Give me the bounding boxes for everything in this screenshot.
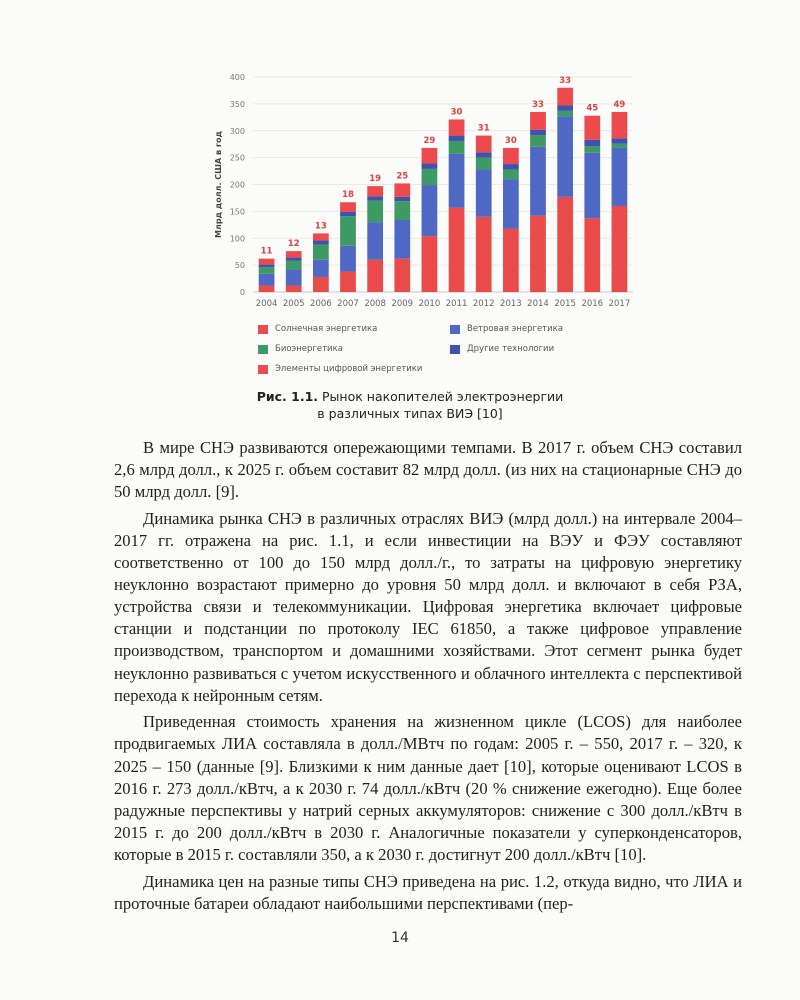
bar-segment	[286, 261, 302, 270]
bar-segment	[584, 146, 600, 152]
bar-segment	[340, 272, 356, 292]
bar-segment	[557, 88, 573, 106]
bar-value-label: 49	[613, 99, 626, 110]
bar-segment	[476, 217, 492, 292]
bar-segment	[584, 116, 600, 140]
page-number: 14	[391, 930, 409, 946]
figure-caption	[200, 388, 620, 422]
bar-segment	[422, 236, 438, 292]
x-tick-label: 2015	[554, 299, 576, 309]
bar-segment	[557, 197, 573, 292]
bar-segment	[476, 158, 492, 170]
bar-segment	[476, 136, 492, 153]
bar-segment	[503, 164, 519, 169]
bar-segment	[530, 147, 546, 216]
bar-segment	[259, 265, 275, 268]
y-tick-label: 200	[229, 180, 245, 190]
bar-value-label: 30	[450, 107, 463, 118]
bar-segment	[449, 154, 465, 208]
legend-item-wind	[450, 324, 563, 334]
bar-segment	[286, 286, 302, 292]
bar-segment	[259, 274, 275, 286]
paragraph: Приведенная стоимость хранения на жизненном цикле (LCOS) для наиболее продвигаемых ЛИА составляла в долл./МВтч по годам: 2005 г. – 550, 2017 г. – 320, к 2025 – 150 (данные [9]. Близкими к ним данные дает [10], которые оценивают LCOS в 2016 г. 273 долл./кВтч, а к 2030 г. 74 долл./кВтч (20 % снижение ежегодно). Еще более радужные перспективы у натрий серных аккумуляторов: снижение с 300 долл./кВтч в 2015 г. до 200 долл./кВтч в 2030 г. Аналогичные показатели у суперконденсаторов, которые в 2015 г. составляли 350, а к 2030 г. достигнут 200 долл./кВтч [10].	[114, 712, 742, 864]
bar-segment	[259, 259, 275, 265]
y-tick-label: 50	[234, 261, 245, 271]
x-tick-label: 2016	[581, 299, 604, 309]
bar-segment	[313, 245, 329, 260]
bar-segment	[584, 218, 600, 292]
legend-item-other	[450, 344, 554, 354]
bar-segment	[476, 169, 492, 216]
x-tick-label: 2014	[527, 299, 549, 309]
figure-title-line1: Рынок накопителей электроэнергии	[322, 389, 564, 404]
legend-swatch	[450, 345, 460, 354]
bar-value-label: 18	[342, 190, 354, 201]
x-tick-label: 2011	[445, 299, 468, 309]
bar-segment	[530, 112, 546, 130]
x-tick-label: 2009	[391, 299, 414, 309]
x-tick-label: 2017	[608, 299, 631, 309]
bar-segment	[367, 196, 383, 200]
bar-segment	[259, 267, 275, 273]
legend-label: Биоэнергетика	[275, 344, 343, 354]
bar-segment	[286, 258, 302, 261]
bar-segment	[340, 246, 356, 272]
stacked-bar-chart	[205, 62, 645, 322]
bar-segment	[449, 141, 465, 154]
bar-segment	[394, 201, 410, 220]
bar-value-label: 33	[532, 99, 544, 110]
bar-segment	[313, 233, 329, 240]
bar-segment	[367, 186, 383, 196]
bar-segment	[394, 183, 410, 196]
bar-segment	[340, 202, 356, 212]
x-tick-label: 2006	[310, 299, 332, 309]
legend-label: Элементы цифровой энергетики	[275, 364, 423, 374]
bar-segment	[530, 130, 546, 135]
bar-segment	[503, 179, 519, 228]
bar-segment	[530, 216, 546, 292]
bar-segment	[612, 144, 628, 148]
y-tick-label: 0	[239, 288, 245, 297]
legend-swatch	[450, 325, 460, 334]
bar-segment	[503, 229, 519, 292]
legend-label: Другие технологии	[467, 344, 555, 354]
bar-segment	[612, 112, 628, 138]
bar-segment	[476, 152, 492, 157]
bar-value-label: 25	[396, 171, 409, 182]
bar-segment	[422, 185, 438, 236]
bar-segment	[313, 240, 329, 244]
paragraph: Динамика рынка СНЭ в различных отраслях ВИЭ (млрд долл.) на интервале 2004–2017 гг. отражена на рис. 1.1, и если инвестиции на ВЭУ и ФЭУ составляют соответственно от 100 до 150 млрд долл./г., то затраты на цифровую энергетику неуклонно возрастают примерно до уровня 50 млрд долл. и включают в себя РЗА, устройства связи и телекоммуникации. Цифровая энергетика включает цифровые станции и подстанции по протоколу IEC 61850, а также цифровое управление производством, транспортом и домашними хозяйствами. Этот сегмент рынка будет неуклонно развиваться с учетом искусственного и облачного интеллекта с перспективой перехода к нейронным сетям.	[114, 508, 742, 705]
bar-value-label: 31	[477, 123, 490, 134]
figure-title-line2: в различных типах ВИЭ [10]	[317, 406, 503, 421]
bar-segment	[584, 153, 600, 219]
bar-segment	[422, 148, 438, 164]
x-tick-label: 2013	[500, 299, 522, 309]
bar-segment	[422, 164, 438, 169]
bar-segment	[557, 111, 573, 116]
bar-segment	[557, 105, 573, 110]
x-tick-label: 2010	[418, 299, 441, 309]
figure-number: Рис. 1.1.	[256, 389, 319, 404]
bar-segment	[367, 201, 383, 223]
bar-segment	[259, 286, 275, 292]
bar-segment	[422, 169, 438, 185]
bar-segment	[367, 260, 383, 292]
bar-segment	[503, 148, 519, 164]
legend-swatch	[258, 345, 268, 354]
legend-item-solar	[258, 324, 377, 334]
legend-label: Ветровая энергетика	[467, 324, 564, 334]
bar-segment	[449, 136, 465, 141]
paragraph: В мире СНЭ развиваются опережающими темпами. В 2017 г. объем СНЭ составил 2,6 млрд долл., к 2025 г. объем составит 82 млрд долл. (из них на стационарные СНЭ до 50 млрд долл. [9].	[114, 438, 742, 502]
legend-label: Солнечная энергетика	[275, 324, 378, 334]
x-tick-label: 2008	[364, 299, 386, 309]
bar-segment	[340, 216, 356, 246]
bar-value-label: 19	[369, 174, 382, 185]
bar-segment	[286, 269, 302, 285]
paragraph: Динамика цен на разные типы СНЭ приведена на рис. 1.2, откуда видно, что ЛИА и проточные батареи обладают наибольшими перспективами (пер-	[114, 871, 742, 913]
bar-segment	[612, 138, 628, 143]
y-tick-label: 300	[229, 126, 245, 136]
bar-segment	[286, 251, 302, 257]
legend-item-bio	[258, 344, 343, 354]
bar-value-label: 29	[423, 135, 436, 146]
bar-value-label: 33	[559, 75, 572, 86]
bar-segment	[313, 277, 329, 292]
y-tick-label: 150	[229, 207, 245, 217]
bar-segment	[367, 222, 383, 260]
y-axis-label: Млрд долл. США в год	[214, 130, 223, 239]
x-tick-label: 2004	[255, 299, 278, 309]
bar-value-label: 11	[260, 246, 273, 257]
bar-segment	[313, 260, 329, 277]
bar-segment	[394, 259, 410, 292]
y-tick-label: 350	[229, 99, 245, 109]
bar-value-label: 12	[287, 239, 300, 250]
legend-item-digital	[258, 364, 422, 374]
bar-segment	[612, 148, 628, 206]
x-tick-label: 2007	[337, 299, 359, 309]
bar-segment	[394, 197, 410, 201]
legend-swatch	[258, 325, 268, 334]
bar-segment	[449, 119, 465, 135]
bar-value-label: 13	[314, 221, 327, 232]
y-tick-label: 400	[229, 73, 245, 82]
x-tick-label: 2012	[472, 299, 495, 309]
bar-value-label: 45	[586, 103, 599, 114]
legend-swatch	[258, 365, 268, 374]
bar-segment	[503, 169, 519, 179]
bar-value-label: 30	[504, 135, 517, 146]
bar-segment	[530, 135, 546, 147]
bar-segment	[584, 140, 600, 146]
y-tick-label: 250	[229, 153, 245, 163]
x-tick-label: 2005	[282, 299, 305, 309]
y-tick-label: 100	[229, 234, 245, 244]
bar-segment	[557, 116, 573, 197]
bar-segment	[394, 220, 410, 259]
body-text	[114, 437, 742, 919]
bar-segment	[340, 212, 356, 216]
bar-segment	[612, 206, 628, 292]
bar-segment	[449, 208, 465, 292]
